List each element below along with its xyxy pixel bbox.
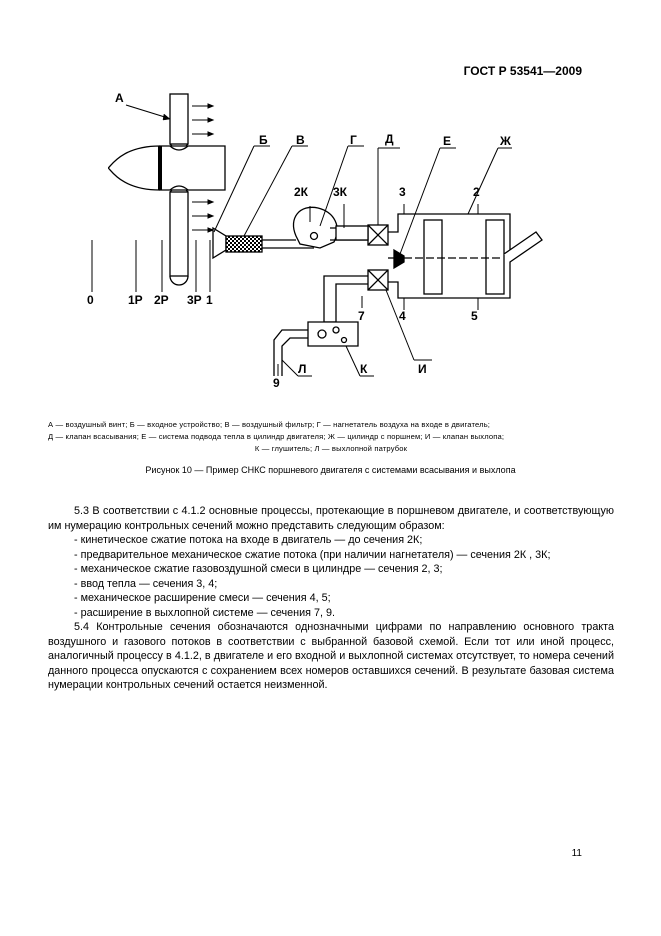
- legend-line-3: К — глушитель; Л — выхлопной патрубок: [254, 444, 408, 453]
- legend-line-2: Д — клапан всасывания; Е — система подвода тепла в цилиндр двигателя; Ж — цилиндр с поршнем; И — клапан выхлопа;: [48, 432, 505, 441]
- label-section-5: 5: [471, 309, 478, 323]
- propeller: [108, 94, 225, 285]
- label-section-1P: 1Р: [128, 293, 143, 307]
- list-item: - кинетическое сжатие потока на входе в двигатель — до сечения 2К;: [74, 534, 423, 546]
- label-E: Е: [443, 134, 452, 148]
- label-B: Б: [259, 133, 268, 147]
- label-section-2P: 2Р: [154, 293, 169, 307]
- heat-supply: [388, 148, 456, 268]
- label-section-2K: 2К: [294, 185, 308, 199]
- list-item: - предварительное механическое сжатие потока (при наличии нагнетателя) — сечения 2К , 3К;: [74, 548, 551, 561]
- figure-legend: [48, 419, 614, 455]
- label-section-0: 0: [87, 293, 94, 307]
- exhaust-pipe: [274, 276, 374, 376]
- label-section-3K: 3К: [333, 185, 347, 199]
- label-section-3P: 3Р: [187, 293, 202, 307]
- list-item: - механическое расширение смеси — сечения 4, 5;: [74, 592, 331, 604]
- label-I: И: [418, 362, 427, 376]
- section-lines: [92, 204, 478, 376]
- label-section-4: 4: [399, 309, 406, 323]
- label-section-3: 3: [399, 185, 406, 199]
- page-number: 11: [571, 848, 582, 859]
- label-section-9: 9: [273, 376, 280, 390]
- label-G: Г: [350, 133, 357, 147]
- section-5-3-intro: 5.3 В соответствии с 4.1.2 основные процессы, протекающие в поршневом двигателе, и соответствующую им нумерацию контрольных сечений можно представить следующим образом:: [48, 505, 614, 532]
- cylinder: [388, 148, 542, 298]
- diagram-svg: [0, 0, 661, 400]
- figure-caption: Рисунок 10 — Пример СНКС поршневого двигателя с системами всасывания и выхлопа: [145, 465, 516, 475]
- label-L: Л: [298, 362, 307, 376]
- body-text: [48, 504, 614, 693]
- label-A: А: [115, 91, 124, 105]
- list-item: - механическое сжатие газовоздушной смеси в цилиндре — сечения 2, 3;: [74, 563, 443, 575]
- intake-pipe: [336, 226, 368, 240]
- list-item: - расширение в выхлопной системе — сечения 7, 9.: [74, 606, 336, 619]
- label-K: К: [360, 362, 368, 376]
- intake-valve: [368, 148, 400, 245]
- label-section-7: 7: [358, 309, 365, 323]
- label-section-2: 2: [473, 185, 480, 199]
- label-Zh: Ж: [500, 134, 511, 148]
- list-item: - ввод тепла — сечения 3, 4;: [74, 577, 218, 590]
- section-5-4: 5.4 Контрольные сечения обозначаются однозначными цифрами по направлению основного тракта воздушного и газового потоков в соответствии с выбранной базовой схемой. Если тот или иной процесс, аналогичный процессу в 4.1.2, в двигателе и его входной и выхлопной системах отсутствует, то номера сечений данного процесса опускаются с сохранением всех номеров оставшихся сечений. В результате базовая система нумерации контрольных сечений остается неизменной.: [48, 621, 614, 691]
- legend-line-1: А — воздушный винт; Б — входное устройство; В — воздушный фильтр; Г — нагнетатель воздуха на входе в двигатель;: [48, 420, 491, 429]
- label-D: Д: [385, 132, 394, 146]
- standard-header: ГОСТ Р 53541—2009: [463, 64, 582, 78]
- label-V: В: [296, 133, 305, 147]
- label-section-1: 1: [206, 293, 213, 307]
- engine-diagram: [0, 0, 661, 400]
